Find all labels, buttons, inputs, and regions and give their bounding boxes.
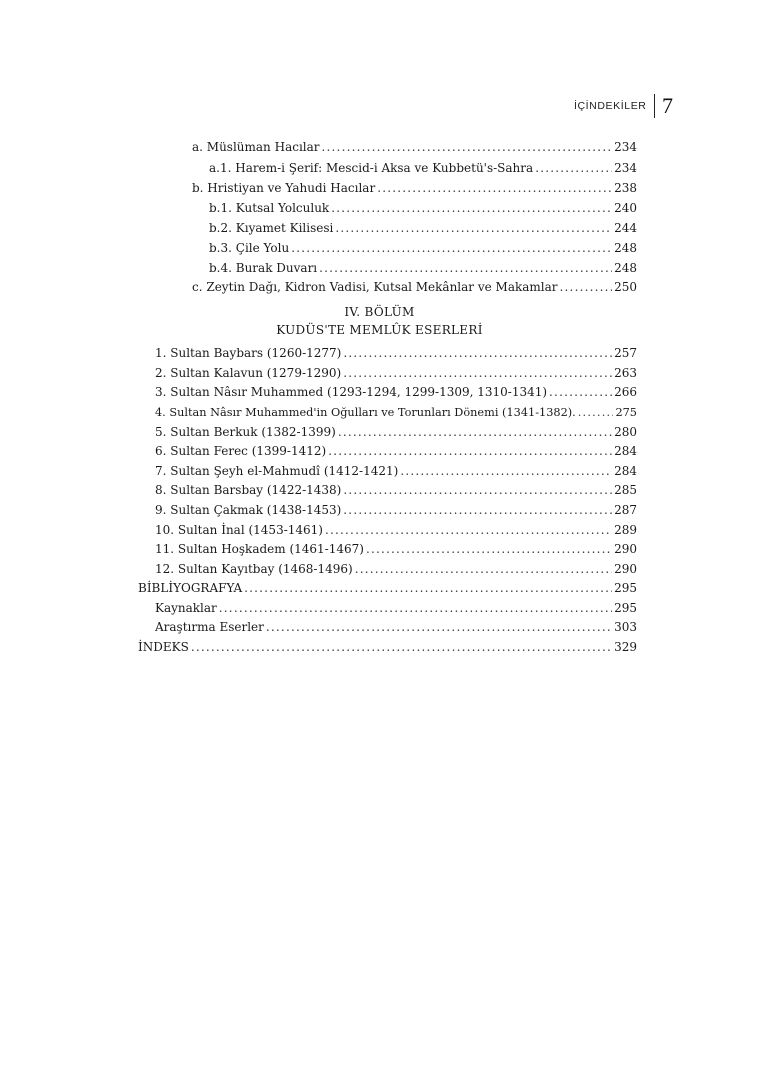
toc-entry[interactable] [192,179,637,198]
leader-dots [219,599,612,618]
leader-dots [244,579,612,598]
toc-entry[interactable] [155,403,637,422]
toc-entry[interactable] [192,138,637,157]
leader-dots [377,179,612,198]
toc-entry[interactable] [138,638,637,657]
toc-entry-title: 11. Sultan Hoşkadem (1461-1467) [155,542,364,556]
toc-entry[interactable] [138,579,637,598]
leader-dots [549,383,612,402]
toc-entry-page: 263 [614,366,637,380]
toc-entry[interactable] [209,159,637,178]
toc-entry[interactable] [155,423,637,442]
toc-entry-page: 295 [614,581,637,595]
toc-entry-page: 234 [614,140,637,154]
toc-entry-title: b.1. Kutsal Yolculuk [209,201,330,215]
leader-dots [343,501,612,520]
section-title: İÇİNDEKİLER [573,100,647,112]
toc-entry-page: 329 [614,640,637,654]
toc-entry-title: 1. Sultan Baybars (1260-1277) [155,346,342,360]
toc-entry[interactable] [155,462,637,481]
toc-entry-title: Kaynaklar [155,601,217,615]
toc-entry-page: 266 [614,385,637,399]
toc-entry-title: BİBLİYOGRAFYA [138,581,243,595]
toc-entry-page: 287 [614,503,637,517]
toc-entry[interactable] [155,442,637,461]
toc-entry-page: 238 [614,181,637,195]
toc-entry[interactable] [155,383,637,402]
leader-dots [578,403,614,422]
toc-entry-page: 275 [615,406,637,419]
leader-dots [338,423,612,442]
toc-entry[interactable] [209,199,637,218]
toc-entry-title: a.1. Harem-i Şerif: Mescid-i Aksa ve Kubbetü's-Sahra [209,161,534,175]
toc-entry-page: 240 [614,201,637,215]
toc-entry-title: 4. Sultan Nâsır Muhammed'in Oğulları ve Torunları Dönemi (1341-1382). [155,406,576,419]
toc-entry-page: 290 [614,542,637,556]
toc-entry-page: 284 [614,444,637,458]
leader-dots [343,481,612,500]
toc-entry[interactable] [155,599,637,618]
leader-dots [328,442,612,461]
toc-entry-title: 2. Sultan Kalavun (1279-1290) [155,366,342,380]
leader-dots [560,278,613,297]
leader-dots [366,540,612,559]
toc-entry-title: İNDEKS [138,640,189,654]
toc-entry-title: 10. Sultan İnal (1453-1461) [155,523,323,537]
toc-entry-title: b.2. Kıyamet Kilisesi [209,221,334,235]
toc-entry-title: c. Zeytin Dağı, Kidron Vadisi, Kutsal Mekânlar ve Makamlar [192,280,558,294]
toc-entry-title: 6. Sultan Ferec (1399-1412) [155,444,327,458]
running-header [574,92,673,120]
leader-dots [343,364,612,383]
toc-entry-page: 285 [614,483,637,497]
toc-entry-title: 7. Sultan Şeyh el-Mahmudî (1412-1421) [155,464,399,478]
toc-entry-title: Araştırma Eserler [155,620,264,634]
toc-entry-page: 248 [614,241,637,255]
toc-entry-title: b. Hristiyan ve Yahudi Hacılar [192,181,376,195]
toc-entry[interactable] [209,219,637,238]
toc-entry-title: b.3. Çile Yolu [209,241,290,255]
toc-entry-page: 257 [614,346,637,360]
leader-dots [343,344,612,363]
toc-entry[interactable] [155,618,637,637]
leader-dots [325,521,612,540]
chapter-number: IV. BÖLÜM [344,305,415,319]
toc-entry-page: 289 [614,523,637,537]
toc-entry-title: 12. Sultan Kayıtbay (1468-1496) [155,562,353,576]
toc-entry-title: b.4. Burak Duvarı [209,261,318,275]
toc-entry[interactable] [155,521,637,540]
leader-dots [400,462,612,481]
toc-entry-page: 284 [614,464,637,478]
toc-entry-page: 303 [614,620,637,634]
toc-entry-title: 5. Sultan Berkuk (1382-1399) [155,425,336,439]
toc-entry-page: 248 [614,261,637,275]
toc-entry-page: 234 [614,161,637,175]
toc-entry[interactable] [155,540,637,559]
toc-entry[interactable] [155,560,637,579]
leader-dots [319,259,612,278]
header-divider [654,94,656,118]
toc-entry-page: 280 [614,425,637,439]
toc-entry[interactable] [155,481,637,500]
chapter-title: KUDÜS'TE MEMLÛK ESERLERİ [276,323,483,337]
toc-entry-title: 8. Sultan Barsbay (1422-1438) [155,483,342,497]
toc-entry[interactable] [155,344,637,363]
toc-entry-title: 3. Sultan Nâsır Muhammed (1293-1294, 1299-1309, 1310-1341) [155,385,548,399]
leader-dots [266,618,612,637]
leader-dots [355,560,612,579]
leader-dots [322,138,613,157]
leader-dots [331,199,612,218]
leader-dots [191,638,612,657]
toc-entry-page: 290 [614,562,637,576]
toc-entry[interactable] [209,259,637,278]
page-number: 7 [662,93,673,118]
toc-entry[interactable] [192,278,637,297]
leader-dots [291,239,612,258]
toc-entry[interactable] [155,501,637,520]
toc-entry-page: 244 [614,221,637,235]
toc-entry-title: a. Müslüman Hacılar [192,140,320,154]
toc-entry-title: 9. Sultan Çakmak (1438-1453) [155,503,342,517]
leader-dots [535,159,612,178]
toc-entry[interactable] [209,239,637,258]
leader-dots [335,219,612,238]
toc-entry-page: 250 [614,280,637,294]
toc-entry[interactable] [155,364,637,383]
toc-entry-page: 295 [614,601,637,615]
